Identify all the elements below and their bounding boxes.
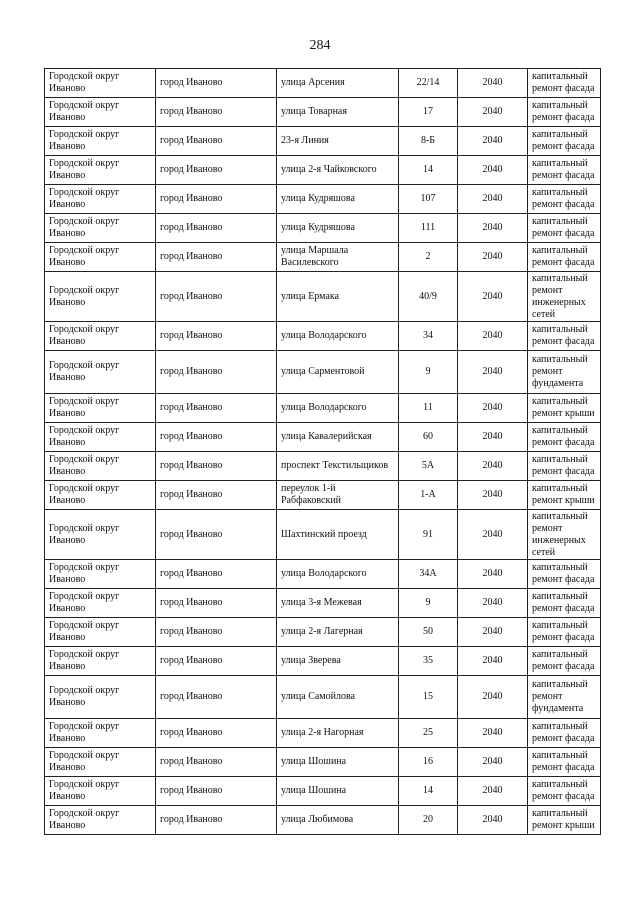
district-cell: Городской округ Иваново <box>45 156 156 185</box>
year-cell: 2040 <box>458 560 528 589</box>
year-cell: 2040 <box>458 351 528 394</box>
year-cell: 2040 <box>458 481 528 510</box>
street-cell: улица 2-я Нагорная <box>277 719 399 748</box>
city-cell: город Иваново <box>156 647 277 676</box>
street-cell: улица Кудряшова <box>277 185 399 214</box>
district-cell: Городской округ Иваново <box>45 676 156 719</box>
street-cell: улица Маршала Василевского <box>277 243 399 272</box>
district-cell: Городской округ Иваново <box>45 98 156 127</box>
work-type-cell: капитальный ремонт фасада <box>528 98 601 127</box>
table-row <box>45 647 601 676</box>
year-cell: 2040 <box>458 156 528 185</box>
street-cell: улица Товарная <box>277 98 399 127</box>
table-row <box>45 156 601 185</box>
year-cell: 2040 <box>458 806 528 835</box>
city-cell: город Иваново <box>156 69 277 98</box>
house-number-cell: 34 <box>399 322 458 351</box>
street-cell: улица Кудряшова <box>277 214 399 243</box>
year-cell: 2040 <box>458 510 528 560</box>
table-row <box>45 510 601 560</box>
year-cell: 2040 <box>458 322 528 351</box>
house-number-cell: 15 <box>399 676 458 719</box>
house-number-cell: 16 <box>399 748 458 777</box>
district-cell: Городской округ Иваново <box>45 243 156 272</box>
work-type-cell: капитальный ремонт фасада <box>528 719 601 748</box>
work-type-cell: капитальный ремонт крыши <box>528 481 601 510</box>
work-type-cell: капитальный ремонт фасада <box>528 560 601 589</box>
city-cell: город Иваново <box>156 322 277 351</box>
table-row <box>45 351 601 394</box>
table-row <box>45 394 601 423</box>
year-cell: 2040 <box>458 69 528 98</box>
table-row <box>45 589 601 618</box>
table-row <box>45 806 601 835</box>
city-cell: город Иваново <box>156 185 277 214</box>
table-row <box>45 719 601 748</box>
city-cell: город Иваново <box>156 806 277 835</box>
district-cell: Городской округ Иваново <box>45 589 156 618</box>
district-cell: Городской округ Иваново <box>45 510 156 560</box>
year-cell: 2040 <box>458 618 528 647</box>
year-cell: 2040 <box>458 243 528 272</box>
district-cell: Городской округ Иваново <box>45 272 156 322</box>
street-cell: улица Самойлова <box>277 676 399 719</box>
work-type-cell: капитальный ремонт крыши <box>528 394 601 423</box>
district-cell: Городской округ Иваново <box>45 452 156 481</box>
city-cell: город Иваново <box>156 510 277 560</box>
work-type-cell: капитальный ремонт фасада <box>528 322 601 351</box>
work-type-cell: капитальный ремонт фундамента <box>528 676 601 719</box>
street-cell: Шахтинский проезд <box>277 510 399 560</box>
city-cell: город Иваново <box>156 589 277 618</box>
house-number-cell: 5А <box>399 452 458 481</box>
table-row <box>45 560 601 589</box>
house-number-cell: 22/14 <box>399 69 458 98</box>
city-cell: город Иваново <box>156 98 277 127</box>
repair-schedule-table <box>44 68 601 835</box>
table-row <box>45 777 601 806</box>
work-type-cell: капитальный ремонт инженерных сетей <box>528 510 601 560</box>
city-cell: город Иваново <box>156 481 277 510</box>
house-number-cell: 91 <box>399 510 458 560</box>
house-number-cell: 9 <box>399 589 458 618</box>
street-cell: улица 2-я Лагерная <box>277 618 399 647</box>
district-cell: Городской округ Иваново <box>45 719 156 748</box>
district-cell: Городской округ Иваново <box>45 481 156 510</box>
district-cell: Городской округ Иваново <box>45 351 156 394</box>
table-body <box>45 69 601 835</box>
city-cell: город Иваново <box>156 423 277 452</box>
street-cell: улица Кавалерийская <box>277 423 399 452</box>
city-cell: город Иваново <box>156 618 277 647</box>
year-cell: 2040 <box>458 214 528 243</box>
district-cell: Городской округ Иваново <box>45 185 156 214</box>
district-cell: Городской округ Иваново <box>45 618 156 647</box>
city-cell: город Иваново <box>156 272 277 322</box>
street-cell: улица Любимова <box>277 806 399 835</box>
year-cell: 2040 <box>458 589 528 618</box>
house-number-cell: 2 <box>399 243 458 272</box>
work-type-cell: капитальный ремонт фасада <box>528 777 601 806</box>
street-cell: улица Арсения <box>277 69 399 98</box>
city-cell: город Иваново <box>156 214 277 243</box>
work-type-cell: капитальный ремонт фундамента <box>528 351 601 394</box>
street-cell: улица Володарского <box>277 394 399 423</box>
work-type-cell: капитальный ремонт фасада <box>528 185 601 214</box>
city-cell: город Иваново <box>156 394 277 423</box>
district-cell: Городской округ Иваново <box>45 69 156 98</box>
house-number-cell: 9 <box>399 351 458 394</box>
year-cell: 2040 <box>458 777 528 806</box>
work-type-cell: капитальный ремонт фасада <box>528 452 601 481</box>
street-cell: улица Володарского <box>277 322 399 351</box>
house-number-cell: 20 <box>399 806 458 835</box>
table-row <box>45 423 601 452</box>
house-number-cell: 34А <box>399 560 458 589</box>
house-number-cell: 14 <box>399 156 458 185</box>
year-cell: 2040 <box>458 647 528 676</box>
work-type-cell: капитальный ремонт фасада <box>528 423 601 452</box>
work-type-cell: капитальный ремонт фасада <box>528 156 601 185</box>
district-cell: Городской округ Иваново <box>45 806 156 835</box>
year-cell: 2040 <box>458 127 528 156</box>
house-number-cell: 14 <box>399 777 458 806</box>
table-row <box>45 481 601 510</box>
street-cell: улица 2-я Чайковского <box>277 156 399 185</box>
table-row <box>45 98 601 127</box>
work-type-cell: капитальный ремонт фасада <box>528 214 601 243</box>
year-cell: 2040 <box>458 98 528 127</box>
page-number: 284 <box>309 38 331 53</box>
city-cell: город Иваново <box>156 452 277 481</box>
table-row <box>45 452 601 481</box>
year-cell: 2040 <box>458 719 528 748</box>
table-row <box>45 243 601 272</box>
street-cell: улица Ермака <box>277 272 399 322</box>
work-type-cell: капитальный ремонт фасада <box>528 69 601 98</box>
district-cell: Городской округ Иваново <box>45 560 156 589</box>
work-type-cell: капитальный ремонт фасада <box>528 127 601 156</box>
city-cell: город Иваново <box>156 719 277 748</box>
district-cell: Городской округ Иваново <box>45 127 156 156</box>
table-row <box>45 185 601 214</box>
year-cell: 2040 <box>458 748 528 777</box>
table-row <box>45 69 601 98</box>
work-type-cell: капитальный ремонт инженерных сетей <box>528 272 601 322</box>
city-cell: город Иваново <box>156 676 277 719</box>
work-type-cell: капитальный ремонт фасада <box>528 748 601 777</box>
table-row <box>45 272 601 322</box>
street-cell: улица Володарского <box>277 560 399 589</box>
house-number-cell: 25 <box>399 719 458 748</box>
house-number-cell: 11 <box>399 394 458 423</box>
city-cell: город Иваново <box>156 748 277 777</box>
street-cell: улица 3-я Межевая <box>277 589 399 618</box>
district-cell: Городской округ Иваново <box>45 748 156 777</box>
street-cell: проспект Текстильщиков <box>277 452 399 481</box>
table-row <box>45 127 601 156</box>
house-number-cell: 1-А <box>399 481 458 510</box>
district-cell: Городской округ Иваново <box>45 322 156 351</box>
city-cell: город Иваново <box>156 351 277 394</box>
street-cell: улица Шошина <box>277 777 399 806</box>
table-row <box>45 322 601 351</box>
street-cell: 23-я Линия <box>277 127 399 156</box>
year-cell: 2040 <box>458 272 528 322</box>
district-cell: Городской округ Иваново <box>45 214 156 243</box>
city-cell: город Иваново <box>156 156 277 185</box>
work-type-cell: капитальный ремонт крыши <box>528 806 601 835</box>
district-cell: Городской округ Иваново <box>45 394 156 423</box>
house-number-cell: 60 <box>399 423 458 452</box>
year-cell: 2040 <box>458 394 528 423</box>
house-number-cell: 8-Б <box>399 127 458 156</box>
table-row <box>45 748 601 777</box>
year-cell: 2040 <box>458 676 528 719</box>
city-cell: город Иваново <box>156 560 277 589</box>
city-cell: город Иваново <box>156 127 277 156</box>
year-cell: 2040 <box>458 452 528 481</box>
table-row <box>45 618 601 647</box>
table-row <box>45 214 601 243</box>
work-type-cell: капитальный ремонт фасада <box>528 647 601 676</box>
table-row <box>45 676 601 719</box>
house-number-cell: 50 <box>399 618 458 647</box>
year-cell: 2040 <box>458 185 528 214</box>
work-type-cell: капитальный ремонт фасада <box>528 243 601 272</box>
house-number-cell: 111 <box>399 214 458 243</box>
work-type-cell: капитальный ремонт фасада <box>528 589 601 618</box>
street-cell: улица Сарментовой <box>277 351 399 394</box>
street-cell: улица Шошина <box>277 748 399 777</box>
house-number-cell: 40/9 <box>399 272 458 322</box>
district-cell: Городской округ Иваново <box>45 423 156 452</box>
street-cell: переулок 1-й Рабфаковский <box>277 481 399 510</box>
house-number-cell: 107 <box>399 185 458 214</box>
house-number-cell: 17 <box>399 98 458 127</box>
work-type-cell: капитальный ремонт фасада <box>528 618 601 647</box>
street-cell: улица Зверева <box>277 647 399 676</box>
year-cell: 2040 <box>458 423 528 452</box>
district-cell: Городской округ Иваново <box>45 647 156 676</box>
city-cell: город Иваново <box>156 777 277 806</box>
district-cell: Городской округ Иваново <box>45 777 156 806</box>
house-number-cell: 35 <box>399 647 458 676</box>
city-cell: город Иваново <box>156 243 277 272</box>
